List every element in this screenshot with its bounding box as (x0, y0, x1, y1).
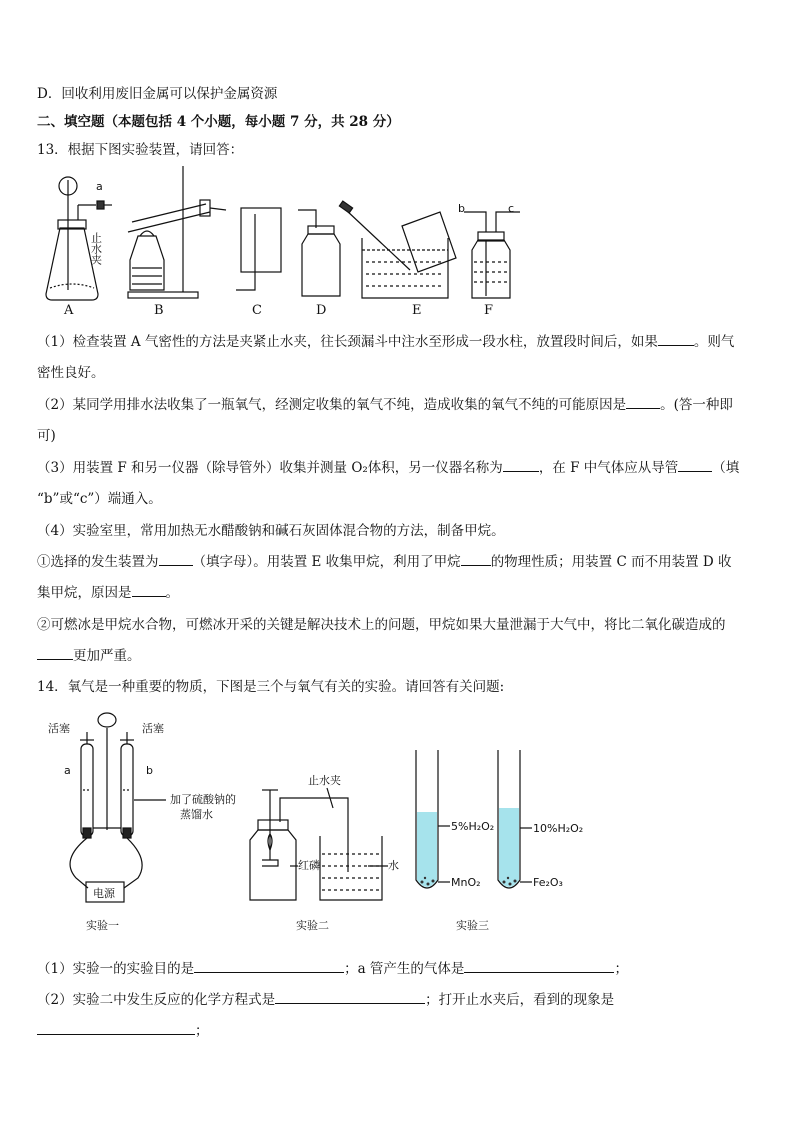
answer-blank[interactable] (275, 989, 425, 1004)
label-water-note-2: 蒸馏水 (180, 808, 213, 821)
q12-option-d: D．回收利用废旧金属可以保护金属资源 (37, 86, 278, 102)
answer-blank[interactable] (461, 551, 491, 566)
apparatus-a (46, 177, 112, 300)
red-phosphorus-apparatus (250, 788, 388, 900)
q14-part2: （2）实验二中发生反应的化学方程式是 ；打开止水夹后，看到的现象是 (37, 988, 614, 1008)
answer-blank[interactable] (37, 645, 73, 660)
label-h2o2-10: 10%H₂O₂ (533, 822, 584, 835)
label-valve-left: 活塞 (48, 722, 70, 735)
label-clamp: 止水夹 (89, 232, 103, 265)
section-title: 二、填空题（本题包括 4 个小题，每小题 7 分，共 28 分） (37, 114, 400, 130)
answer-blank[interactable] (464, 958, 614, 973)
label-E: E (412, 303, 422, 318)
q14-part1: （1）实验一的实验目的是 ；a 管产生的气体是 ； (37, 957, 628, 977)
q13-part3: （3）用装置 F 和另一仪器（除导管外）收集并测量 O₂体积，另一仪器名称为 ，在 F 中气体应从导管 （填 “b”或“c”）端通入。 (37, 453, 757, 515)
label-b: b (458, 202, 465, 215)
label-exp3: 实验三 (456, 919, 489, 932)
answer-blank[interactable] (132, 582, 166, 597)
q13-part1: （1）检查装置 A 气密性的方法是夹紧止水夹，往长颈漏斗中注水至形成一段水柱，放置段时间后，如果 。则气 密性良好。 (37, 327, 757, 389)
q13-part4-2: ②可燃冰是甲烷水合物，可燃冰开采的关键是解决技术上的问题，甲烷如果大量泄漏于大气中，将比二氧化碳造成的 更加严重。 (37, 617, 726, 664)
apparatus-e (339, 201, 456, 298)
apparatus-f (464, 212, 520, 298)
label-C: C (252, 303, 262, 318)
label-red-phosphorus: 红磷 (298, 859, 320, 872)
answer-blank[interactable] (503, 457, 539, 472)
label-water: 水 (388, 859, 399, 872)
electrolysis-apparatus (70, 713, 166, 902)
label-F: F (484, 303, 494, 318)
apparatus-c (236, 208, 281, 290)
answer-blank[interactable] (37, 1020, 195, 1035)
answer-blank[interactable] (159, 551, 193, 566)
label-fe2o3: Fe₂O₃ (533, 876, 563, 889)
answer-blank[interactable] (658, 331, 694, 346)
q14-stem: 14．氧气是一种重要的物质，下图是三个与氧气有关的实验。请回答有关问题: (37, 679, 505, 695)
test-tubes (416, 750, 532, 888)
label-b: b (146, 764, 153, 777)
q13-part4-1: ①选择的发生装置为 （填字母）。用装置 E 收集甲烷，利用了甲烷 的物理性质；用装置 C 而不用装置 D 收 集甲烷，原因是 。 (37, 547, 757, 609)
label-exp2: 实验二 (296, 919, 329, 932)
label-D: D (316, 303, 327, 318)
q14-part2-cont: ； (37, 1019, 209, 1039)
label-h2o2-5: 5%H₂O₂ (451, 820, 495, 833)
q13-part4: （4）实验室里，常用加热无水醋酸钠和碱石灰固体混合物的方法，制备甲烷。 (37, 523, 505, 539)
label-mno2: MnO₂ (451, 876, 481, 889)
label-a: a (96, 180, 103, 193)
answer-blank[interactable] (678, 457, 712, 472)
apparatus-d (298, 210, 340, 296)
label-water-note-1: 加了硫酸钠的 (170, 793, 236, 806)
answer-blank[interactable] (194, 958, 344, 973)
label-valve-right: 活塞 (142, 722, 164, 735)
label-A: A (64, 303, 74, 318)
label-c: c (508, 202, 515, 215)
label-power: 电源 (93, 887, 115, 900)
label-B: B (154, 303, 164, 318)
q13-part2: （2）某同学用排水法收集了一瓶氧气，经测定收集的氧气不纯，造成收集的氧气不纯的可能原因是 。(答一种即 可) (37, 390, 757, 452)
label-exp1: 实验一 (86, 919, 119, 932)
apparatus-b (128, 166, 226, 298)
answer-blank[interactable] (626, 394, 660, 409)
q13-stem: 13．根据下图实验装置，请回答： (37, 142, 244, 158)
label-a: a (64, 764, 71, 777)
label-clamp: 止水夹 (308, 774, 341, 787)
